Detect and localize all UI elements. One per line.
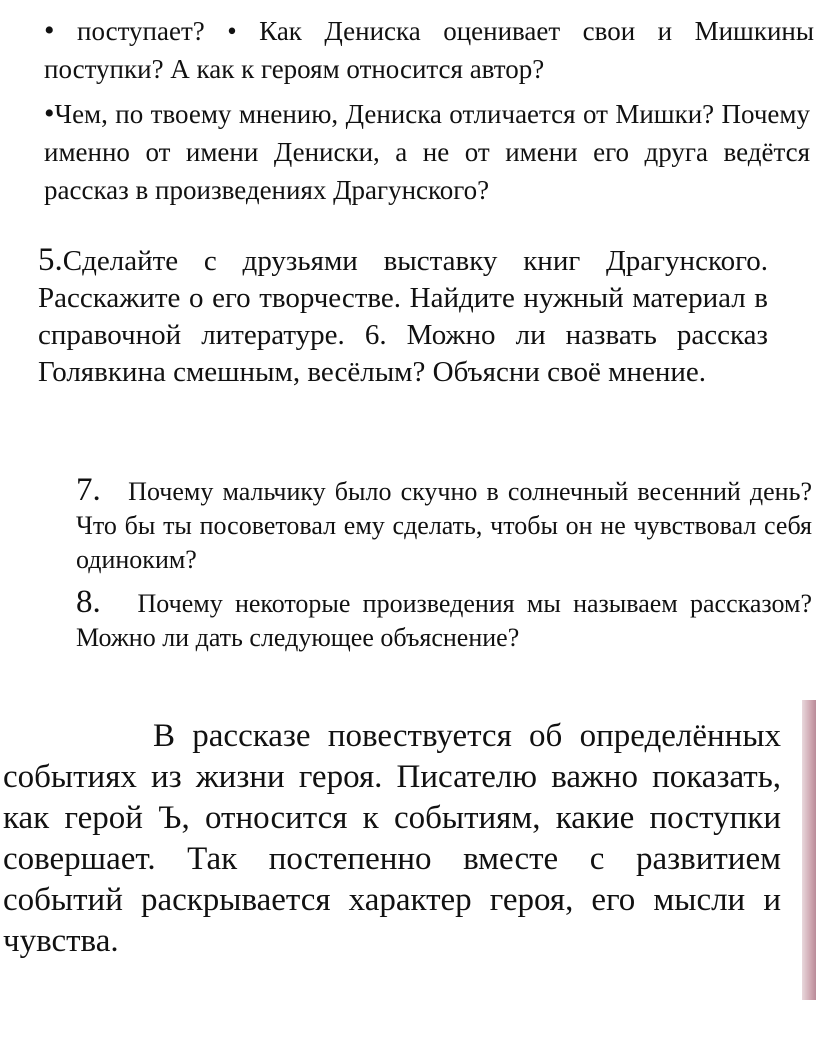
task-8-text: Почему некоторые произведения мы называем рассказом? Можно ли дать следующее объяснение?: [76, 589, 813, 652]
question-text-2: Чем, по твоему мнению, Дениска отличается от Мишки? Почему именно от имени Дениски, а не от имени его друга ведётся рассказ в произведениях Драгунского?: [44, 99, 810, 205]
bullet-icon: •: [44, 97, 55, 130]
bullet-icon: •: [44, 14, 55, 47]
question-block-1: [44, 12, 814, 88]
explanation-text: В рассказе повествуется об определённых событиях из жизни героя. Писателю важно показать, как герой Ъ, относится к событиям, какие поступки совершает. Так постепенно вместе с развитием событий раскрывается характер героя, его мысли и чувства.: [3, 718, 781, 959]
task-5-number: 5.: [38, 242, 63, 278]
task-5: [38, 242, 768, 391]
task-7-number: 7.: [76, 472, 101, 508]
page-edge-strip: [802, 700, 816, 1000]
explanation-paragraph: [3, 716, 781, 962]
task-8-number: 8.: [76, 584, 101, 620]
question-text-1: поступает? • Как Дениска оценивает свои и Мишкины поступки? А как к героям относится автор?: [44, 16, 814, 84]
question-block-2: [44, 95, 810, 209]
task-7-text: Почему мальчику было скучно в солнечный весенний день? Что бы ты посоветовал ему сделать, чтобы он не чувствовал себя одиноким?: [76, 477, 812, 574]
task-7: [76, 473, 812, 577]
task-8: [76, 585, 812, 655]
task-5-text: Сделайте с друзьями выставку книг Драгунского. Расскажите о его творчестве. Найдите нужный материал в справочной литературе. 6. Можно ли назвать рассказ Голявкина смешным, весёлым? Объясни своё мнение.: [38, 245, 768, 388]
